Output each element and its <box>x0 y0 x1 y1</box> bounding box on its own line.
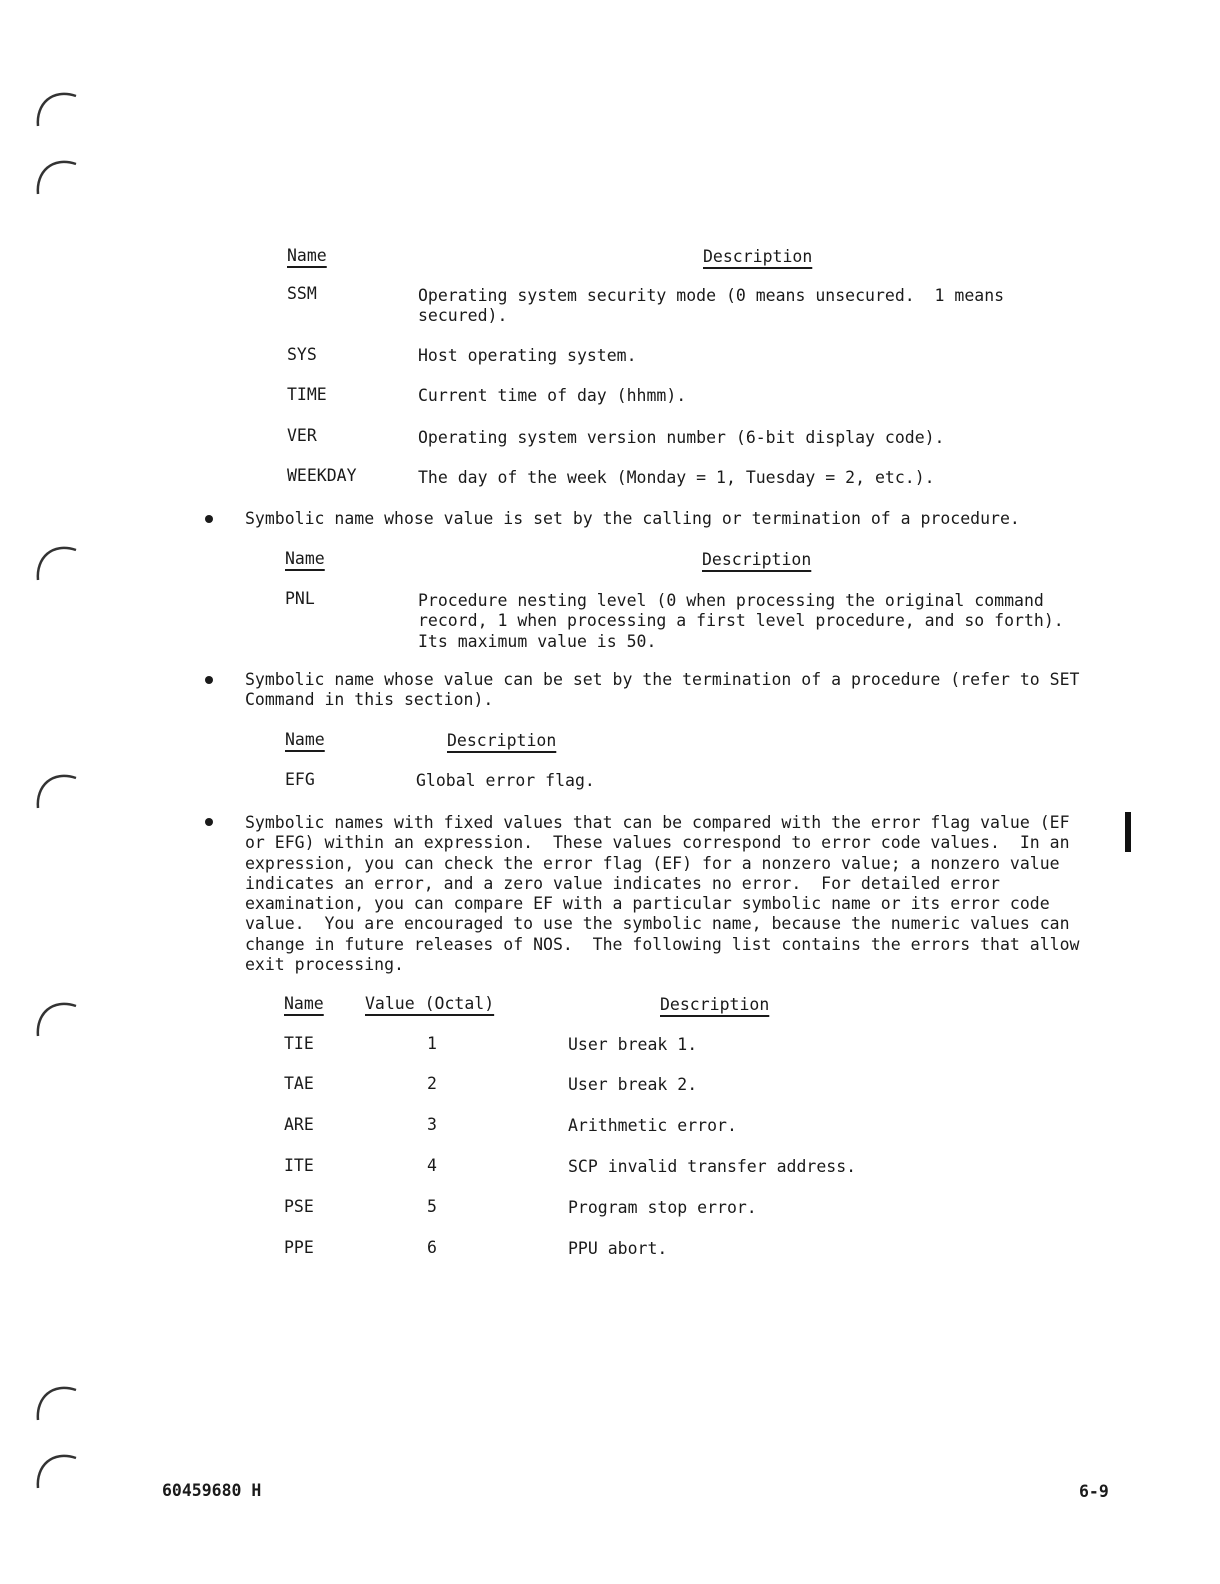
footer-document-number: 60459680 H <box>162 1481 262 1500</box>
binder-hole-mark <box>32 84 82 134</box>
table-row-value: 3 <box>427 1115 437 1134</box>
binder-hole-mark <box>32 766 82 816</box>
table-row-name: EFG <box>285 770 315 789</box>
bullet-icon <box>205 676 213 684</box>
table-row-value: 2 <box>427 1074 437 1093</box>
table-row-value: 4 <box>427 1156 437 1175</box>
table-row-name: ITE <box>284 1156 314 1175</box>
bullet-paragraph: Symbolic name whose value can be set by the termination of a procedure (refer to SET Command in this section). <box>245 670 1080 710</box>
table-row-value: 6 <box>427 1238 437 1257</box>
column-header-description: Description <box>447 731 557 750</box>
bullet-paragraph: Symbolic names with fixed values that can be compared with the error flag value (EF or EFG) within an expression. These values correspond to error code values. In an expression, you can check the error flag (EF) for a nonzero value; a nonzero value indicates an error, and a zero value indicates no error. For detailed error examination, you can compare EF with a particular symbolic name or its error code value. You are encouraged to use the symbolic name, because the numeric values can change in future releases of NOS. The following list contains the errors that allow exit processing. <box>245 813 1080 975</box>
table-row-description: User break 1. <box>568 1035 698 1054</box>
column-header-name: Name <box>285 549 325 568</box>
column-header-description: Description <box>660 995 770 1014</box>
table-row-name: SYS <box>287 345 317 364</box>
binder-hole-mark <box>32 1378 82 1428</box>
table-row-name: SSM <box>287 284 317 303</box>
table-row-description: User break 2. <box>568 1075 698 1094</box>
table-row-description: PPU abort. <box>568 1239 668 1258</box>
table-row-description: Operating system version number (6-bit display code). <box>418 428 945 447</box>
column-header-name: Name <box>284 994 324 1013</box>
binder-hole-mark <box>32 538 82 588</box>
binder-hole-mark <box>32 994 82 1044</box>
column-header-description: Description <box>702 550 812 569</box>
table-row-name: WEEKDAY <box>287 466 357 485</box>
table-row-description: The day of the week (Monday = 1, Tuesday = 2, etc.). <box>418 468 935 487</box>
table-row-description: SCP invalid transfer address. <box>568 1157 857 1176</box>
table-row-name: PNL <box>285 589 315 608</box>
table-row-description: Operating system security mode (0 means unsecured. 1 means secured). <box>418 286 1005 325</box>
column-header-name: Name <box>285 730 325 749</box>
table-row-name: TAE <box>284 1074 314 1093</box>
table-row-description: Global error flag. <box>416 771 595 790</box>
table-row-description: Host operating system. <box>418 346 637 365</box>
table-row-name: TIE <box>284 1034 314 1053</box>
table-row-name: PSE <box>284 1197 314 1216</box>
bullet-icon <box>205 515 213 523</box>
table-row-name: TIME <box>287 385 327 404</box>
bullet-icon <box>205 818 213 826</box>
table-row-value: 1 <box>427 1034 437 1053</box>
table-row-name: PPE <box>284 1238 314 1257</box>
column-header-value: Value (Octal) <box>365 994 495 1013</box>
table-row-name: ARE <box>284 1115 314 1134</box>
table-row-name: VER <box>287 426 317 445</box>
table-row-description: Program stop error. <box>568 1198 757 1217</box>
column-header-name: Name <box>287 246 327 265</box>
footer-page-number: 6-9 <box>1079 1482 1109 1501</box>
column-header-description: Description <box>703 247 813 266</box>
binder-hole-mark <box>32 1446 82 1496</box>
change-bar <box>1125 812 1131 852</box>
table-row-description: Procedure nesting level (0 when processing the original command record, 1 when processing a first level procedure, and so forth). Its maximum value is 50. <box>418 591 1064 651</box>
table-row-value: 5 <box>427 1197 437 1216</box>
table-row-description: Current time of day (hhmm). <box>418 386 687 405</box>
table-row-description: Arithmetic error. <box>568 1116 737 1135</box>
bullet-paragraph: Symbolic name whose value is set by the calling or termination of a procedure. <box>245 509 1020 528</box>
binder-hole-mark <box>32 152 82 202</box>
